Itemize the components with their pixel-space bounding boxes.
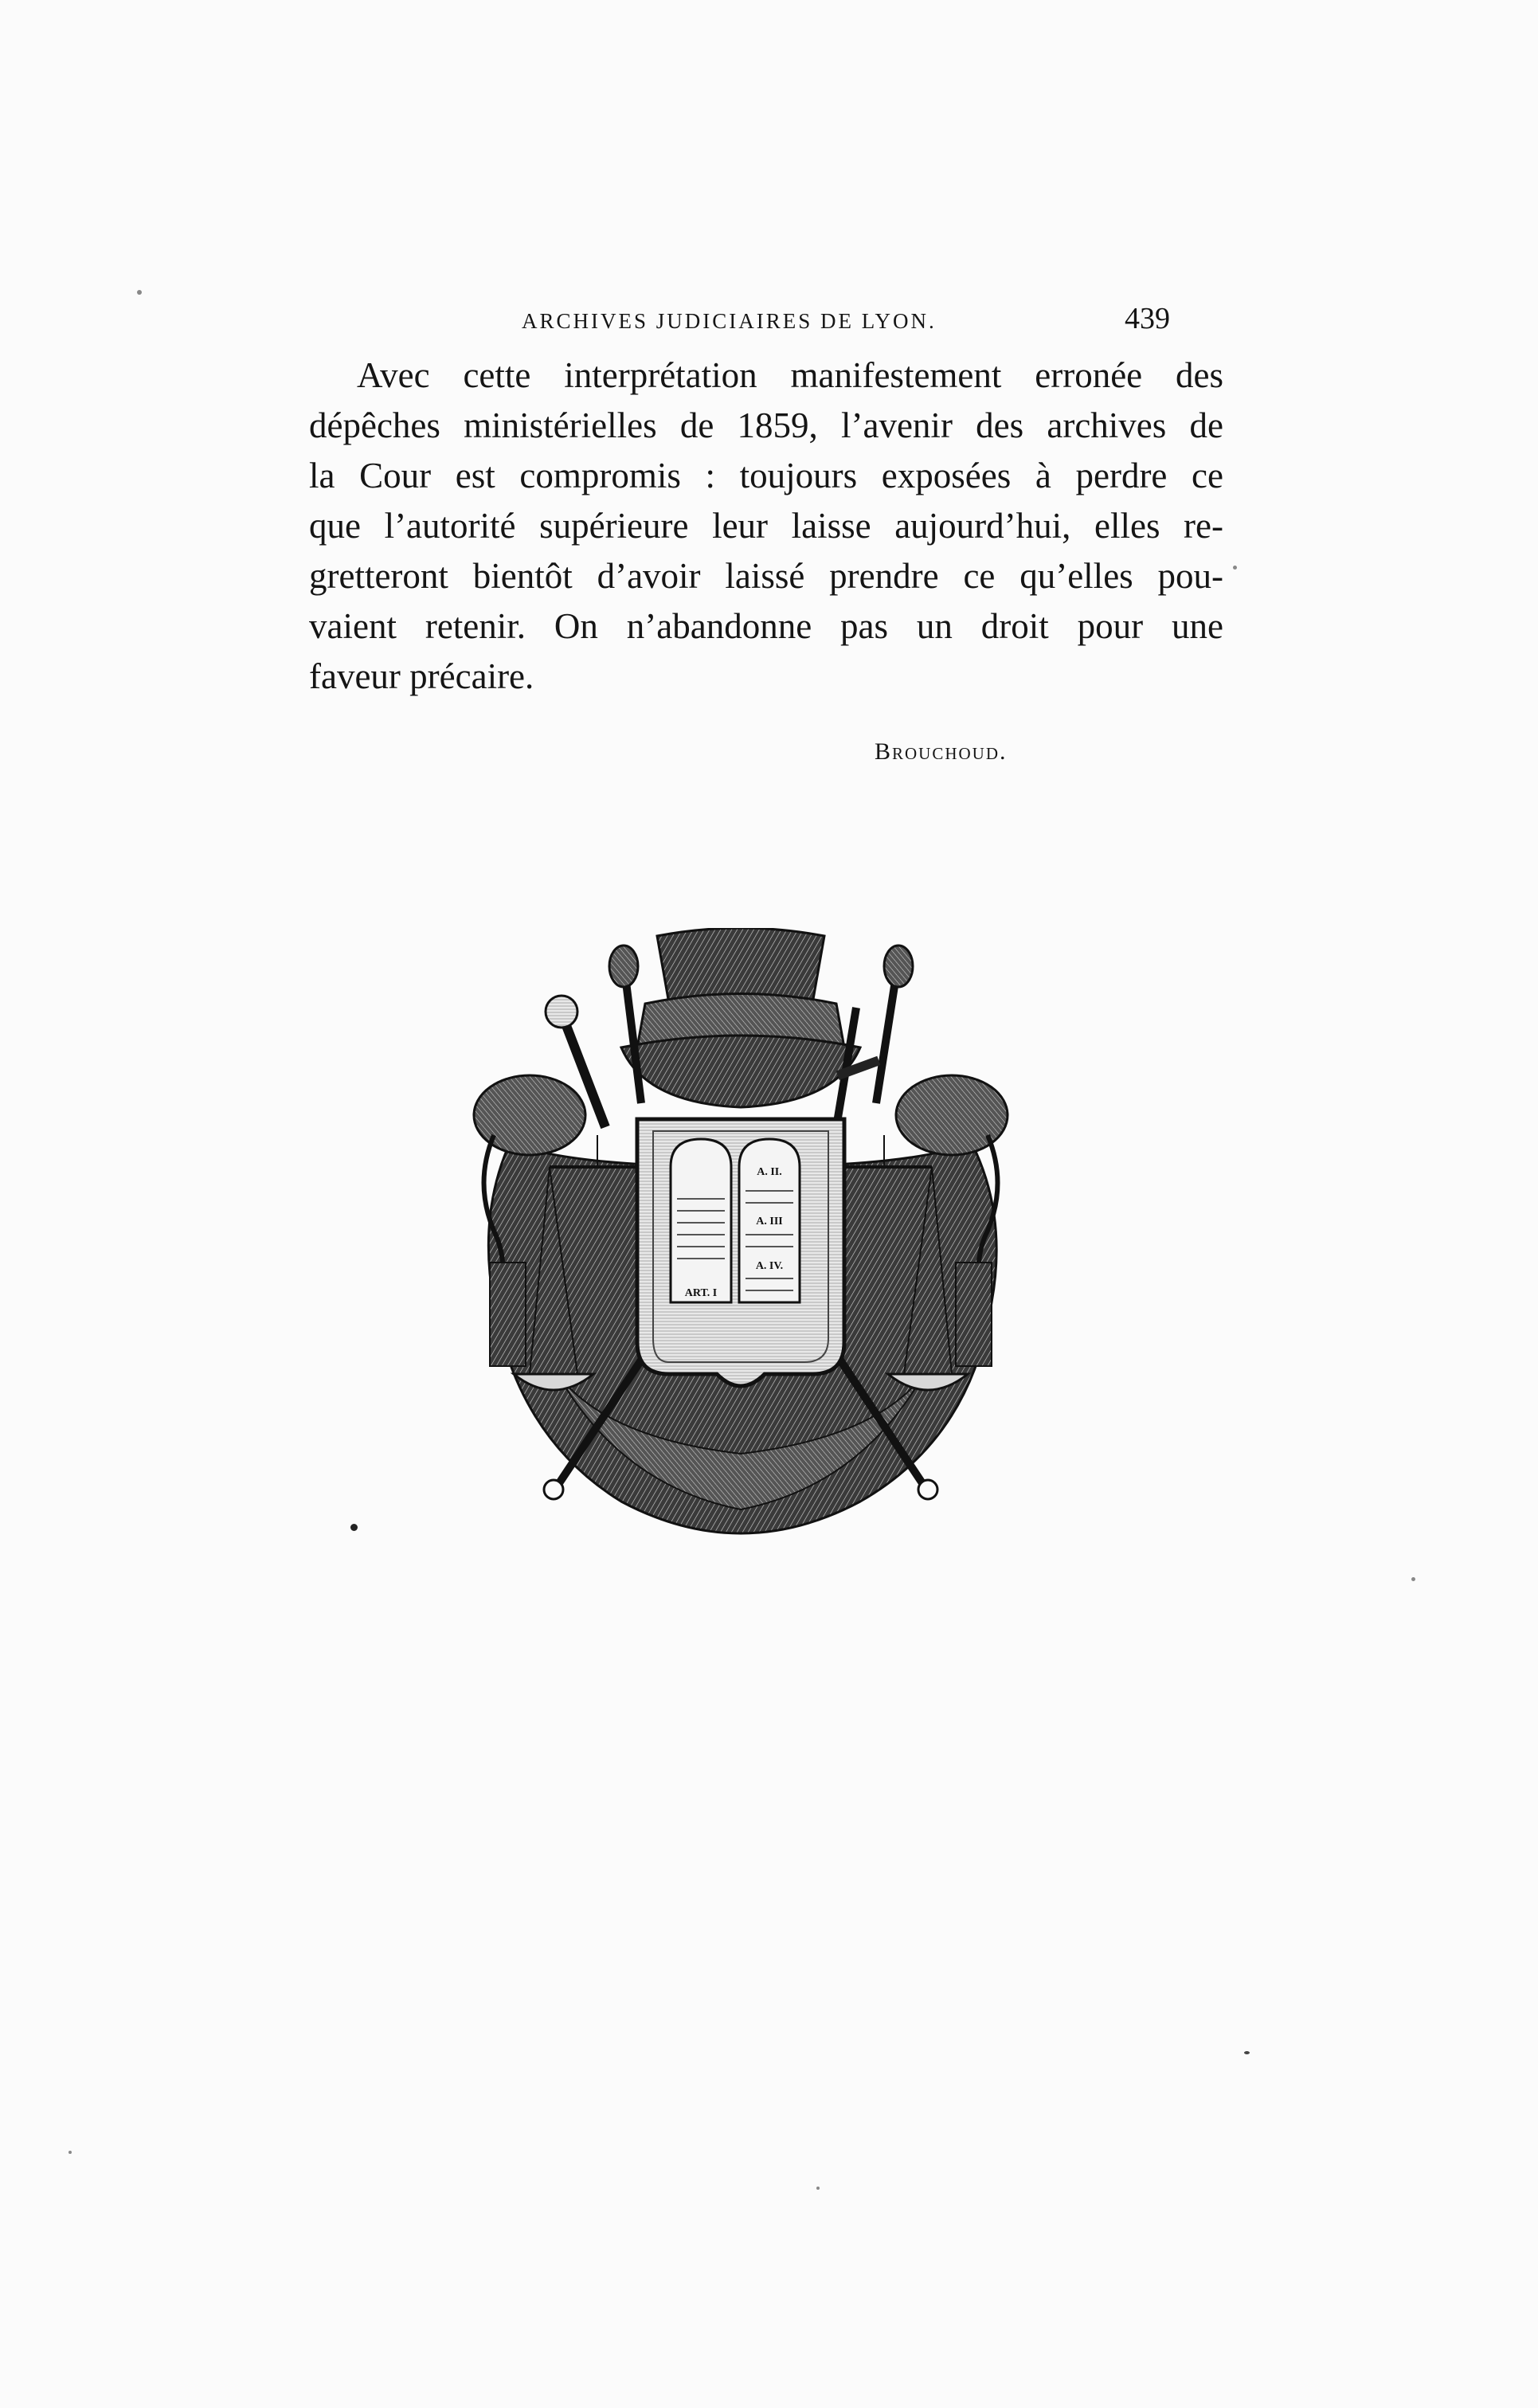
print-speck (350, 1524, 358, 1531)
print-speck (1233, 566, 1237, 570)
text-line: que l’autorité supérieure leur laisse aujourd’hui, elles re- (309, 506, 1223, 546)
text-line: la Cour est compromis : toujours exposées à perdre ce (309, 456, 1223, 495)
print-speck (816, 2187, 820, 2190)
text-line: faveur précaire. (309, 656, 534, 696)
tablet-label: A. II. (757, 1166, 782, 1178)
tablet-label: A. IV. (755, 1260, 784, 1272)
print-speck (1411, 1577, 1415, 1581)
text-line: dépêches ministérielles de 1859, l’avenir des archives de (309, 405, 1223, 445)
tablet-label: ART. I (684, 1287, 718, 1299)
judicial-emblem (462, 928, 1019, 1573)
tablet-label: A. III (756, 1216, 783, 1227)
running-head: ARCHIVES JUDICIAIRES DE LYON. (522, 309, 937, 333)
print-speck (1244, 2051, 1250, 2054)
author-signature: Brouchoud. (875, 738, 1008, 765)
text-line: vaient retenir. On n’abandonne pas un droit pour une (309, 606, 1223, 646)
print-speck (68, 2151, 72, 2154)
print-speck (137, 290, 142, 295)
judge-cap (657, 928, 824, 1004)
page-number: 439 (1125, 302, 1170, 335)
body-paragraph (309, 350, 1223, 702)
text-line: gretteront bientôt d’avoir laissé prendre ce qu’elles pou- (309, 556, 1223, 596)
text-line: Avec cette interprétation manifestement erronée des (357, 355, 1223, 395)
